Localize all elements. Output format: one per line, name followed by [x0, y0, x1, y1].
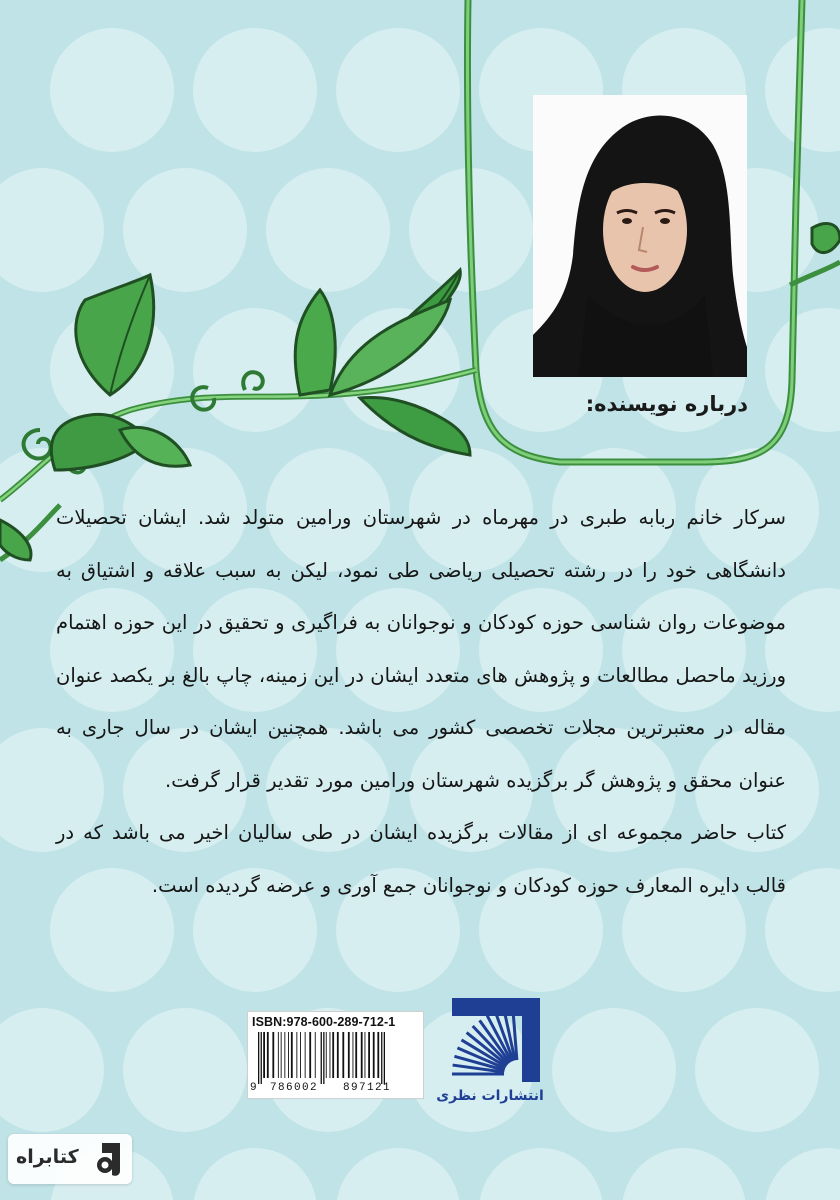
- barcode-bar: [321, 1032, 322, 1084]
- barcode-left-digits: 786002: [270, 1082, 319, 1094]
- barcode-bar: [348, 1032, 350, 1078]
- barcode-bar: [337, 1032, 339, 1078]
- barcode-bar: [309, 1032, 311, 1078]
- barcode-bar: [332, 1032, 334, 1078]
- isbn-label: ISBN:978-600-289-712-1: [252, 1015, 396, 1029]
- barcode-bar: [353, 1032, 354, 1078]
- barcode-bar: [373, 1032, 375, 1078]
- barcode-bar: [263, 1032, 265, 1078]
- watermark-text: کتابراه: [16, 1146, 79, 1168]
- bio-paragraph-1: سرکار خانم ربابه طبری در مهرماه در شهرستان ورامین متولد شد. ایشان تحصیلات دانشگاهی خود را در رشته تحصیلی ریاضی طی نمود، لیکن به سبب علاقه و اشتیاق به موضوعات روان شناسی حوزه کودکان و نوجوانان به فراگیری و تحقیق در این حوزه اهتمام ورزید ماحصل مطالعات و پژوهش های متعدد ایشان در این زمینه، چاپ بالغ بر یکصد عنوان مقاله در معتبرترین مجلات تخصصی کشور می باشد. همچنین ایشان در سال جاری به عنوان محقق و پژوهش گر برگزیده شهرستان ورامین مورد تقدیر قرار گرفت.: [56, 506, 786, 792]
- barcode-bar: [258, 1032, 259, 1084]
- barcode-bar: [361, 1032, 363, 1078]
- barcode-bar: [323, 1032, 324, 1084]
- author-photo: [533, 95, 747, 377]
- author-biography: [56, 492, 786, 912]
- barcode-bar: [305, 1032, 306, 1078]
- barcode-bar: [342, 1032, 344, 1078]
- barcode-lead-digit: 9: [250, 1082, 257, 1094]
- barcode-bar: [278, 1032, 279, 1078]
- barcode-bar: [300, 1032, 301, 1078]
- isbn-barcode-box: [247, 1011, 424, 1099]
- barcode-bar: [272, 1032, 274, 1078]
- barcode-bar: [368, 1032, 370, 1078]
- bio-paragraph-2: کتاب حاضر مجموعه ای از مقالات برگزیده ایشان در طی سالیان اخیر می باشد که در قالب دایره المعارف حوزه کودکان و نوجوانان جمع آوری و عرضه گردیده است.: [56, 821, 786, 897]
- author-section-heading: درباره نویسنده:: [585, 392, 748, 416]
- barcode-bar: [365, 1032, 366, 1078]
- barcode-bar: [291, 1032, 293, 1078]
- barcode-bar: [267, 1032, 269, 1078]
- author-portrait-icon: [533, 95, 747, 377]
- barcode-right-digits: 897121: [343, 1082, 392, 1094]
- barcode-icon: [256, 1032, 416, 1084]
- barcode-bar: [326, 1032, 327, 1078]
- barcode-bar: [261, 1032, 262, 1084]
- publisher-name: انتشارات نظری: [436, 1088, 544, 1104]
- barcode-bar: [288, 1032, 289, 1078]
- barcode-bar: [355, 1032, 357, 1078]
- ketabrah-logo-icon: [92, 1141, 126, 1177]
- barcode-bar: [377, 1032, 379, 1078]
- barcode-bar: [381, 1032, 382, 1084]
- barcode-bar: [315, 1032, 316, 1078]
- barcode-bar: [281, 1032, 282, 1078]
- ketabrah-watermark: [8, 1134, 132, 1184]
- barcode-bar: [330, 1032, 331, 1078]
- barcode-bar: [384, 1032, 385, 1084]
- barcode-bar: [296, 1032, 297, 1078]
- barcode-bar: [284, 1032, 285, 1078]
